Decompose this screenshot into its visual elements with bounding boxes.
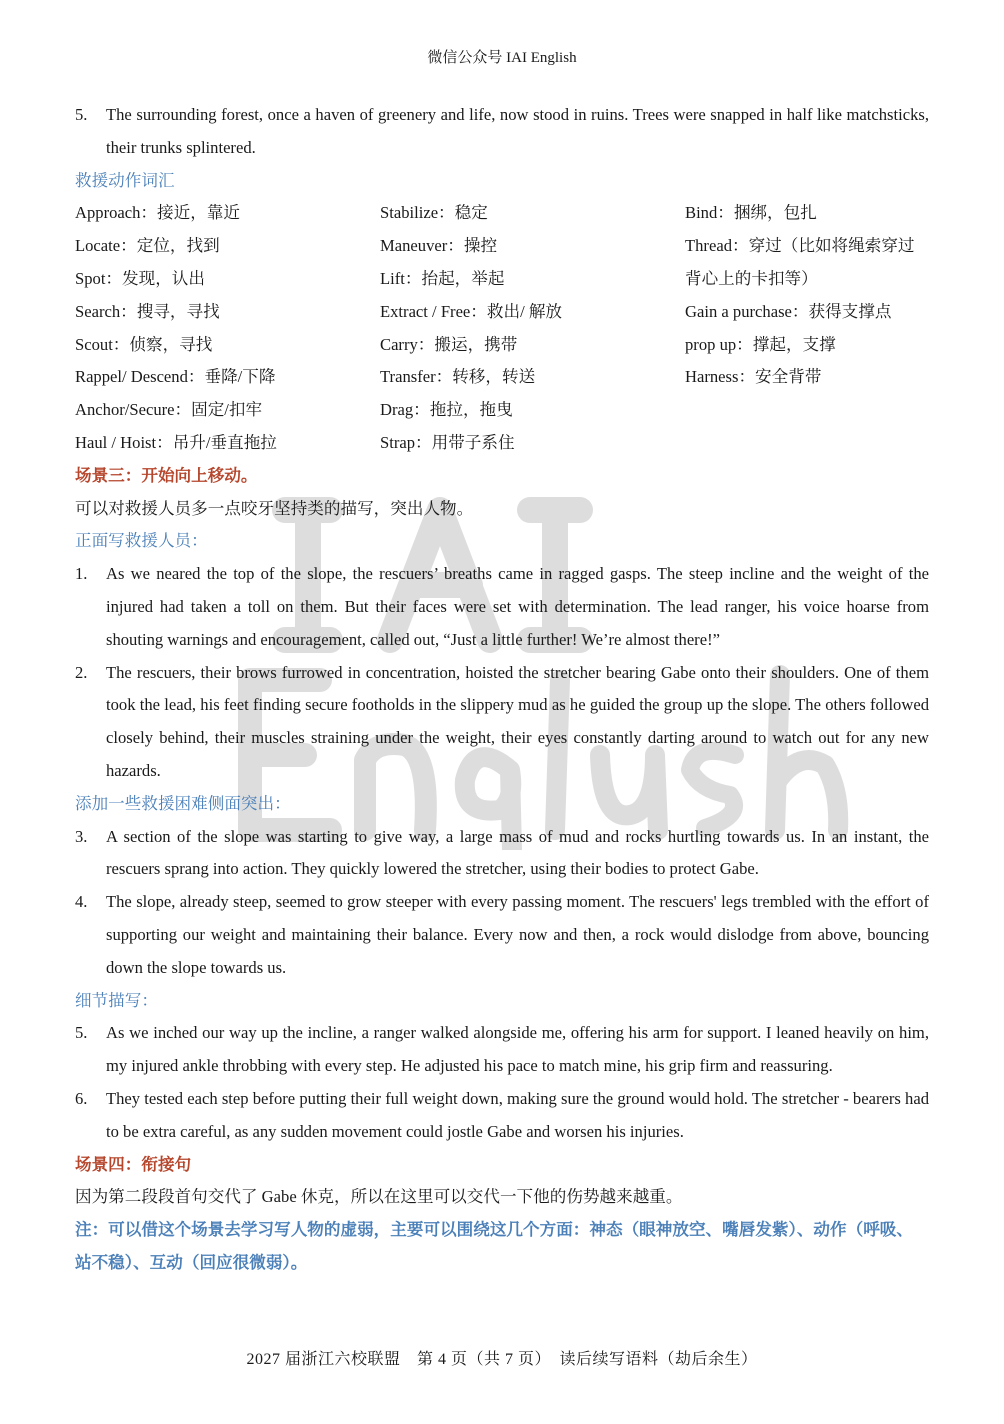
vocab-cell: Harness：安全背带 [685,367,822,387]
vocab-cell: Stabilize：稳定 [380,203,488,223]
vocab-cell [685,427,929,460]
item-number: 5. [75,105,88,124]
item-text: As we inched our way up the incline, a ranger walked alongside me, offering his arm for support. I leaned heavily on him, my injured ankle throbbing with every step. He adjusted his pace to match mine, his grip firm and reassuring. [106,1023,929,1076]
scene4-note: 注：可以借这个场景去学习写人物的虚弱，主要可以围绕这几个方面：神态（眼神放空、嘴唇发紫）、动作（呼吸、站不稳）、互动（回应很微弱）。 [75,1220,913,1272]
item-number: 6. [75,1088,88,1108]
vocab-cell: Thread：穿过（比如将绳索穿过背心上的卡扣等） [685,236,915,288]
list-item [75,1017,929,1083]
item-number: 5. [75,1023,88,1043]
item-number: 2. [75,662,88,682]
vocab-cell: Transfer：转移，转送 [380,367,536,387]
page-header: 微信公众号 IAI English [427,50,577,66]
item-number: 4. [75,892,88,912]
vocab-cell: Carry：搬运，携带 [380,334,518,354]
scene4-text: 因为第二段段首句交代了 Gabe 休克，所以在这里可以交代一下他的伤势越来越重。 [75,1187,683,1207]
vocab-cell: Approach：接近，靠近 [75,203,240,223]
vocab-cell: Scout：侦察，寻找 [75,334,213,354]
scene3-title: 场景三：开始向上移动。 [75,465,258,485]
item-text: A section of the slope was starting to give way, a large mass of mud and rocks hurtling towards us. In an instant, the rescuers sprang into action. They quickly lowered the stretcher, using their bodies to protect Gabe. [106,826,929,879]
vocab-cell: Lift：抬起，举起 [380,268,505,288]
scene3-subheading-3: 细节描写： [75,990,158,1010]
vocab-cell: Strap：用带子系住 [380,432,515,452]
page-content [75,99,929,1280]
vocab-cell: Drag：拖拉，拖曳 [380,400,513,420]
vocab-cell: Search：搜寻，寻找 [75,301,220,321]
vocab-cell: Bind：捆绑，包扎 [685,203,817,223]
vocab-cell: Rappel/ Descend：垂降/下降 [75,367,276,387]
item-text: They tested each step before putting their full weight down, making sure the ground would hold. The stretcher - bearers had to be extra careful, as any sudden movement could jostle Gabe and worsen his injuries. [106,1088,929,1141]
vocab-cell: Anchor/Secure：固定/扣牢 [75,400,263,420]
page-footer: 2027 届浙江六校联盟 第 4 页（共 7 页） 读后续写语料（劫后余生） [246,1351,758,1368]
scene3-subheading-1: 正面写救援人员： [75,531,208,551]
scene4-title: 场景四：衔接句 [75,1154,192,1174]
vocab-cell [685,394,929,427]
list-item [75,657,929,788]
vocab-cell: Locate：定位，找到 [75,236,220,256]
vocab-cell: Spot：发现，认出 [75,268,205,288]
vocab-cell: Gain a purchase：获得支撑点 [685,301,892,321]
vocab-heading: 救援动作词汇 [75,170,175,190]
vocab-table [75,197,929,459]
item-number: 3. [75,826,88,846]
list-item [75,821,929,887]
item-text: As we neared the top of the slope, the rescuers’ breaths came in ragged gasps. The steep incline and the weight of the injured had taken a toll on them. But their faces were set with determination. The lead ranger, his voice hoarse from shouting warnings and encouragement, called out, “Just a little further! We’re almost there!” [106,564,929,649]
vocab-cell: Maneuver：操控 [380,236,498,256]
vocab-cell: Extract / Free：救出/ 解放 [380,301,563,321]
item-text: The rescuers, their brows furrowed in concentration, hoisted the stretcher bearing Gabe onto their shoulders. One of them took the lead, his feet finding secure footholds in the slippery mud as he guided the group up the slope. The others followed closely behind, their muscles straining under the weight, their eyes constantly darting around to watch out for any new hazards. [106,662,929,780]
list-item [75,99,929,165]
list-item [75,1083,929,1149]
vocab-cell: prop up：撑起，支撑 [685,334,836,354]
list-item [75,558,929,656]
list-item [75,886,929,984]
item-text: The slope, already steep, seemed to grow steeper with every passing moment. The rescuers' legs trembled with the effort of supporting our weight and maintaining their balance. Every now and then, a rock would dislodge from above, bouncing down the slope towards us. [106,892,929,977]
scene3-note: 可以对救援人员多一点咬牙坚持类的描写，突出人物。 [75,498,474,518]
item-number: 1. [75,564,88,584]
vocab-cell: Haul / Hoist：吊升/垂直拖拉 [75,432,277,452]
item-text: The surrounding forest, once a haven of greenery and life, now stood in ruins. Trees were snapped in half like matchsticks, their trunks splintered. [106,105,929,157]
scene3-subheading-2: 添加一些救援困难侧面突出： [75,793,291,813]
